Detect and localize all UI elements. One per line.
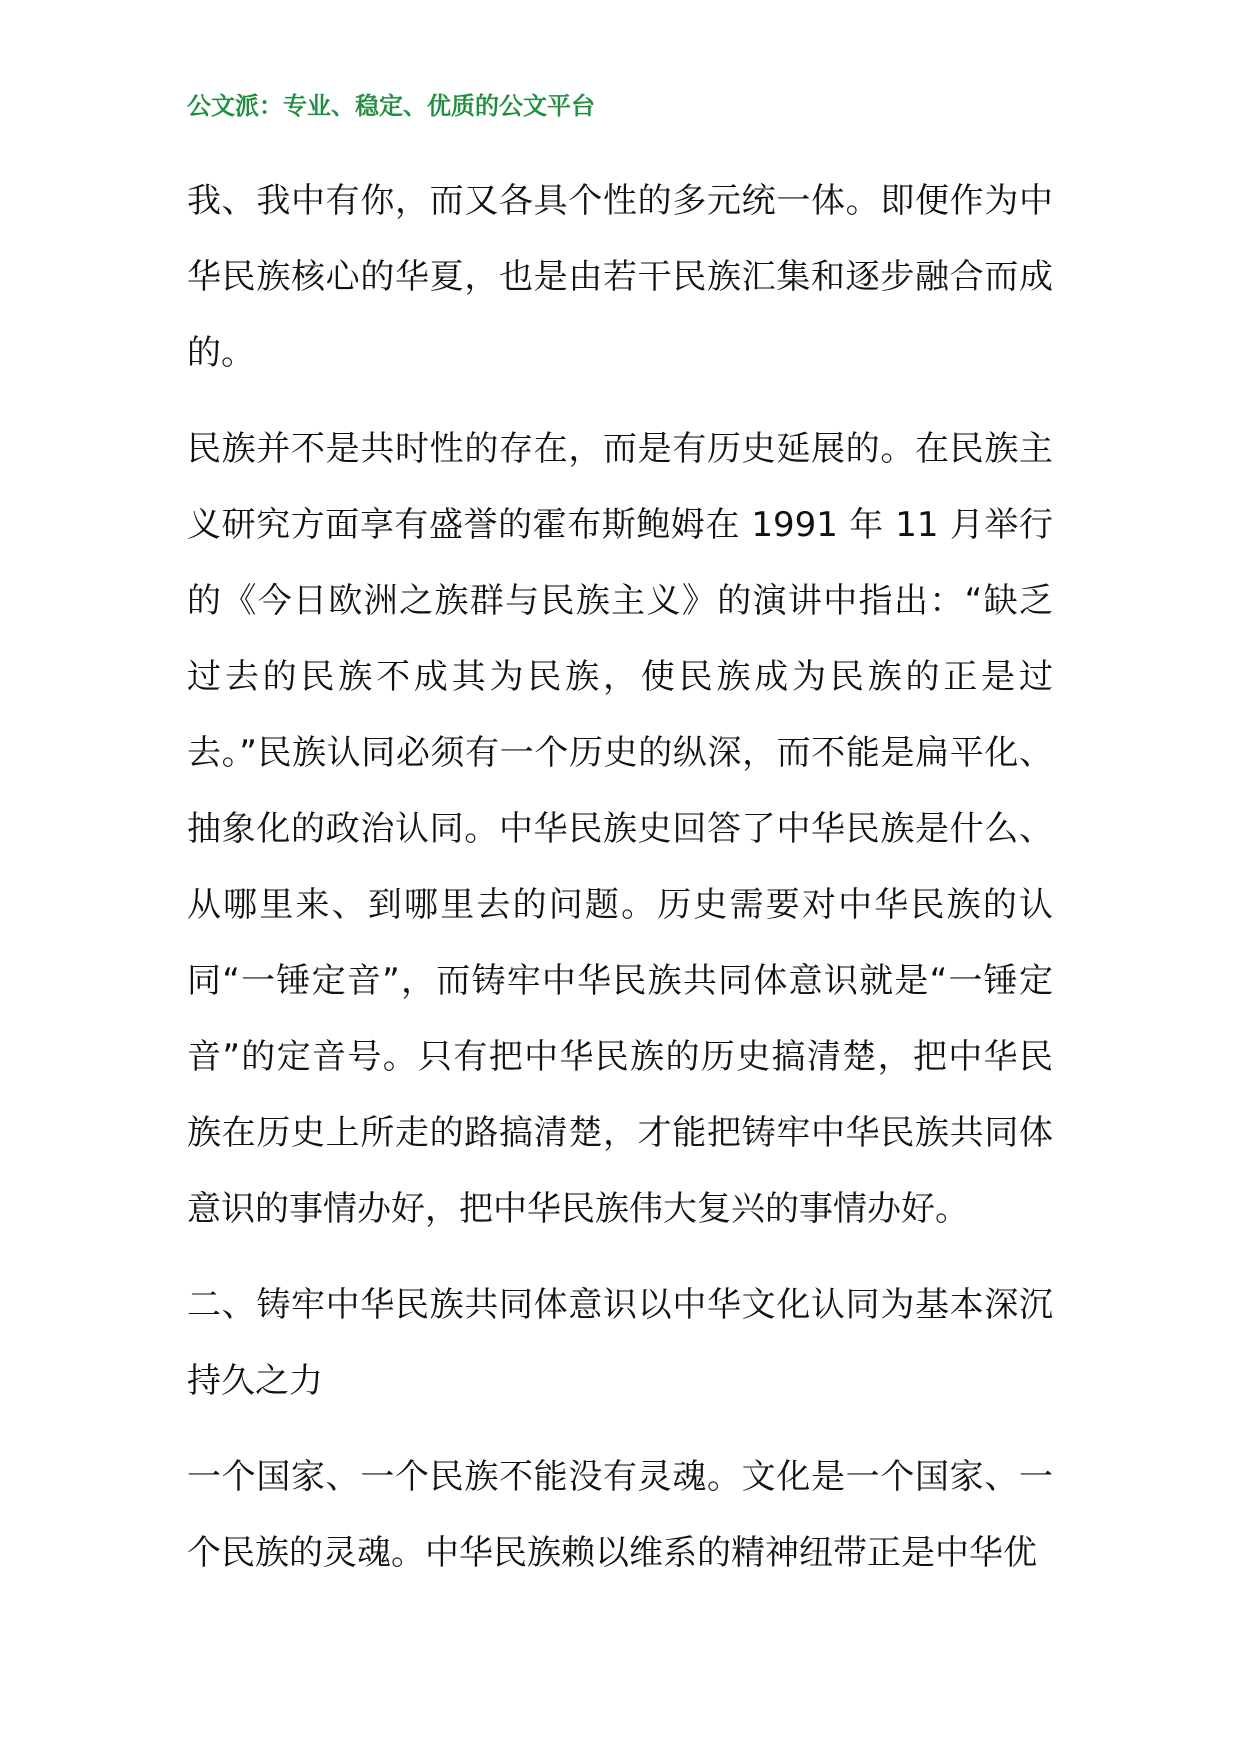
paragraph-2: 民族并不是共时性的存在，而是有历史延展的。在民族主义研究方面享有盛誉的霍布斯鲍姆在 1991 年 11 月举行的《今日欧洲之族群与民族主义》的演讲中指出：“缺乏过去的民族不成其为民族，使民族成为民族的正是过去。”民族认同必须有一个历史的纵深，而不能是扁平化、抽象化的政治认同。中华民族史回答了中华民族是什么、从哪里来、到哪里去的问题。历史需要对中华民族的认同“一锤定音”，而铸牢中华民族共同体意识就是“一锤定音”的定音号。只有把中华民族的历史搞清楚，把中华民族在历史上所走的路搞清楚，才能把铸牢中华民族共同体意识的事情办好，把中华民族伟大复兴的事情办好。 (187, 429, 1053, 1229)
brand-header: 公文派：专业、稳定、优质的公文平台 (187, 92, 595, 120)
paragraph-3: 一个国家、一个民族不能没有灵魂。文化是一个国家、一个民族的灵魂。中华民族赖以维系的精神纽带正是中华优 (187, 1457, 1053, 1573)
paragraph-1: 我、我中有你，而又各具个性的多元统一体。即便作为中华民族核心的华夏，也是由若干民族汇集和逐步融合而成的。 (187, 181, 1053, 373)
section-heading: 二、铸牢中华民族共同体意识以中华文化认同为基本深沉持久之力 (187, 1285, 1053, 1401)
document-body (187, 163, 1053, 1611)
